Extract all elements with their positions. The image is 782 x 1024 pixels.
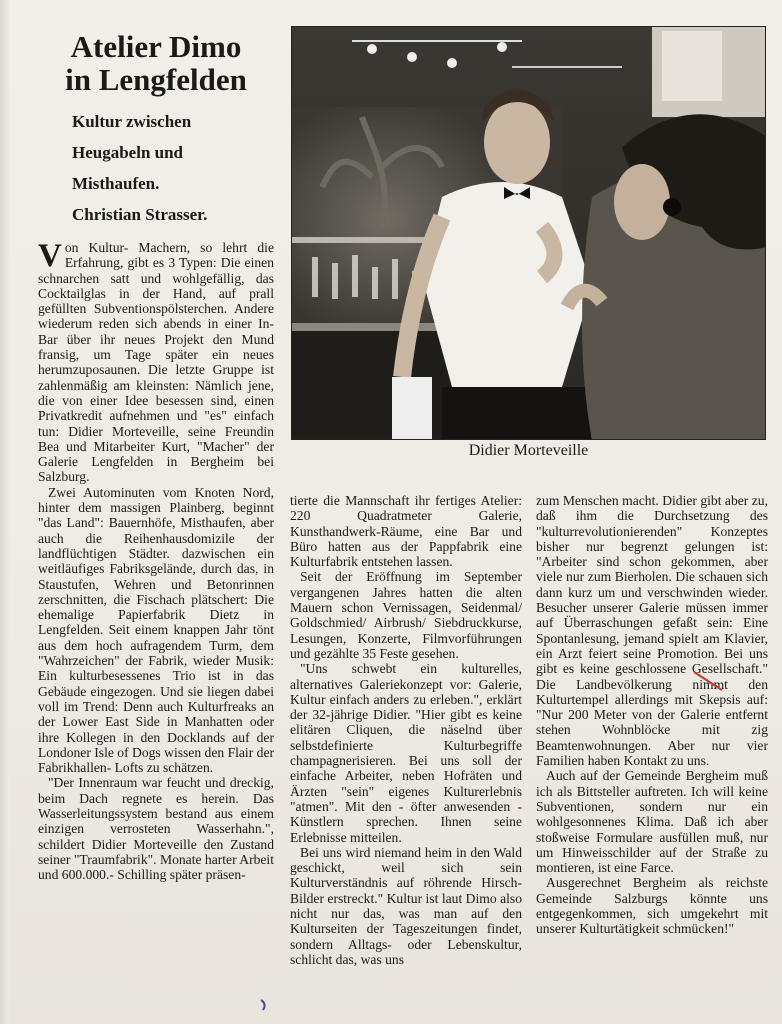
subhead-line-1: Kultur zwischen <box>72 112 192 131</box>
subhead-line-2: Heugabeln und <box>72 143 184 162</box>
paragraph-text: on Kultur- Machern, so lehrt die Erfahrung, gibt es 3 Typen: Die einen schnarchen satt und wohlgefällig, das Cocktailglas in der Hand, auf prall gefüllten Subventionspölsterchen. Andere wiederum reden sich abends in einer In- Bar über ihr neues Projekt den Mund fransig, um Tage später ein neues herumzuposaunen. Die letzte Gruppe ist zahlenmäßig am kleinsten: Nämlich jene, die von einer Idee besessen sind, einen Privatkredit aufnehmen und "es" einfach tun: Didier Morteveille, seine Freundin Bea und Mitarbeiter Kurt, "Macher" der Galerie Lengfelden in Bergheim bei Salzburg. <box>38 240 274 485</box>
headline <box>40 30 272 96</box>
blue-pen-mark <box>258 998 272 1012</box>
paragraph: tierte die Mannschaft ihr fertiges Atelier: 220 Quadratmeter Galerie, Kunsthandwerk-Räume, eine Bar und Büro hatten aus der Pappfabrik eine Kulturfabrik entstehen lassen. <box>290 493 522 570</box>
red-pen-mark <box>692 668 728 694</box>
column-3 <box>536 493 768 937</box>
paragraph: zum Menschen macht. Didier gibt aber zu, daß ihm die Durchsetzung des "kulturrevolutionierenden" Konzeptes bisher nur begrenzt gelungen ist: "Arbeiter sind schon gekommen, aber viele nur zum Bierholen. Die schauen sich dann kurz um und verschwinden wieder. Besucher unserer Galerie müssen immer auf Überraschungen gefaßt sein: Eine Spontanlesung, jemand spielt am Klavier, ein Arzt feiert seine Promotion. Bei uns gibt es keine geschlossene Gesellschaft." Die Landbevölkerung nimmt den Kulturtempel allerdings mit Skepsis auf: "Nur 200 Meter von der Galerie entfernt stehen Wohnblöcke mit zig Beamtenwohnungen. Aber nur vier Familien haben Kontakt zu uns. <box>536 493 768 769</box>
paragraph: "Uns schwebt ein kulturelles, alternatives Galeriekonzept vor: Galerie, Kultur einfach anders zu erleben.", erklärt der 32-jährige Didier. "Hier gibt es keine elitären Cliquen, die näselnd über selbstdefinierte Kulturbegriffe champagnerisieren. Bei uns soll der einfache Arbeiter, neben Hofräten und Ärzten "sein" eigenes Kulturerlebnis "atmen". Mit den - öfter anwesenden - Künstlern sprechen. Ihnen seine Erlebnisse mitteilen. <box>290 661 522 845</box>
paragraph: Bei uns wird niemand heim in den Wald geschickt, weil sich sein Kulturverständnis auf röhrende Hirsch-Bilder erstreckt." Kultur ist laut Dimo also nicht nur das, was man auf den Kulturseiten der Tageszeitungen findet, sondern Alltags- oder Lebenskultur, schlicht das, was uns <box>290 844 522 967</box>
paragraph: Seit der Eröffnung im September vergangenen Jahres hatten die alten Mauern schon Vernissagen, Seidenmal/ Goldschmied/ Airbrush/ Siebdruckkurse, Lesungen, Konzerte, Filmvorführungen und gezählte 35 Feste gesehen. <box>290 569 522 661</box>
paragraph: "Der Innenraum war feucht und dreckig, beim Dach regnete es herein. Das Wasserleitungssystem bestand aus einem einzigen verrosteten Wasserhahn.", schildert Didier Morteveille den Zustand seiner "Traumfabrik". Monate harter Arbeit und 600.000.- Schilling später präsen- <box>38 775 274 883</box>
paragraph: Ausgerechnet Bergheim als reichste Gemeinde Salzburgs könnte uns entgegenkommen, sich umgekehrt mit unserer Kulturtätigkeit schmücken!" <box>536 875 768 937</box>
subheadline <box>72 106 282 230</box>
author-byline: Christian Strasser. <box>72 205 208 224</box>
photo-illustration <box>292 27 766 440</box>
paragraph: Auch auf der Gemeinde Bergheim muß ich als Bittsteller auftreten. Ich will keine Subventionen, sondern nur ein wohlgesonnenes Klima. Daß ich aber stoßweise Formulare ausfüllen muß, nur um Hinweisschilder auf der Straße zu montieren, ist eine Farce. <box>536 768 768 876</box>
subhead-line-3: Misthaufen. <box>72 174 160 193</box>
column-1 <box>38 240 274 882</box>
paragraph <box>38 240 274 485</box>
headline-line-2: in Lengfelden <box>65 62 247 97</box>
paragraph: Zwei Autominuten vom Knoten Nord, hinter dem massigen Plainberg, beginnt "das Land": Bauernhöfe, Misthaufen, aber auch die Reihenhausdomizile der landflüchtigen Städter. dazwischen ein weitläufiges Fabriksgelände, durch das, in Staustufen, Wehren und Betonrinnen zerschnitten, die Fischach plätschert: Die ehemalige Papierfabrik Dietz in Lengfelden. Seit einem knappen Jahr tönt aus dem hoch aufragendem Turm, dem "Wahrzeichen" der Fabrik, wieder Musik: Ein kulturbesessenes Trio ist in das Gebäude eingezogen. Und sie liegen dabei voll im Trend: Denn auch Kulturfreaks an der Lower East Side in Manhatten oder ihre Kollegen in den Docklands auf der Londoner Isle of Dogs wissen den Flair der Fabrikhallen- Lofts zu schätzen. <box>38 484 274 776</box>
photo-caption: Didier Morteveille <box>468 442 589 459</box>
column-2 <box>290 493 522 967</box>
bar-photo <box>291 26 766 440</box>
headline-line-1: Atelier Dimo <box>70 29 242 64</box>
page-edge-shadow <box>0 0 10 1024</box>
dropcap: V <box>38 238 62 274</box>
